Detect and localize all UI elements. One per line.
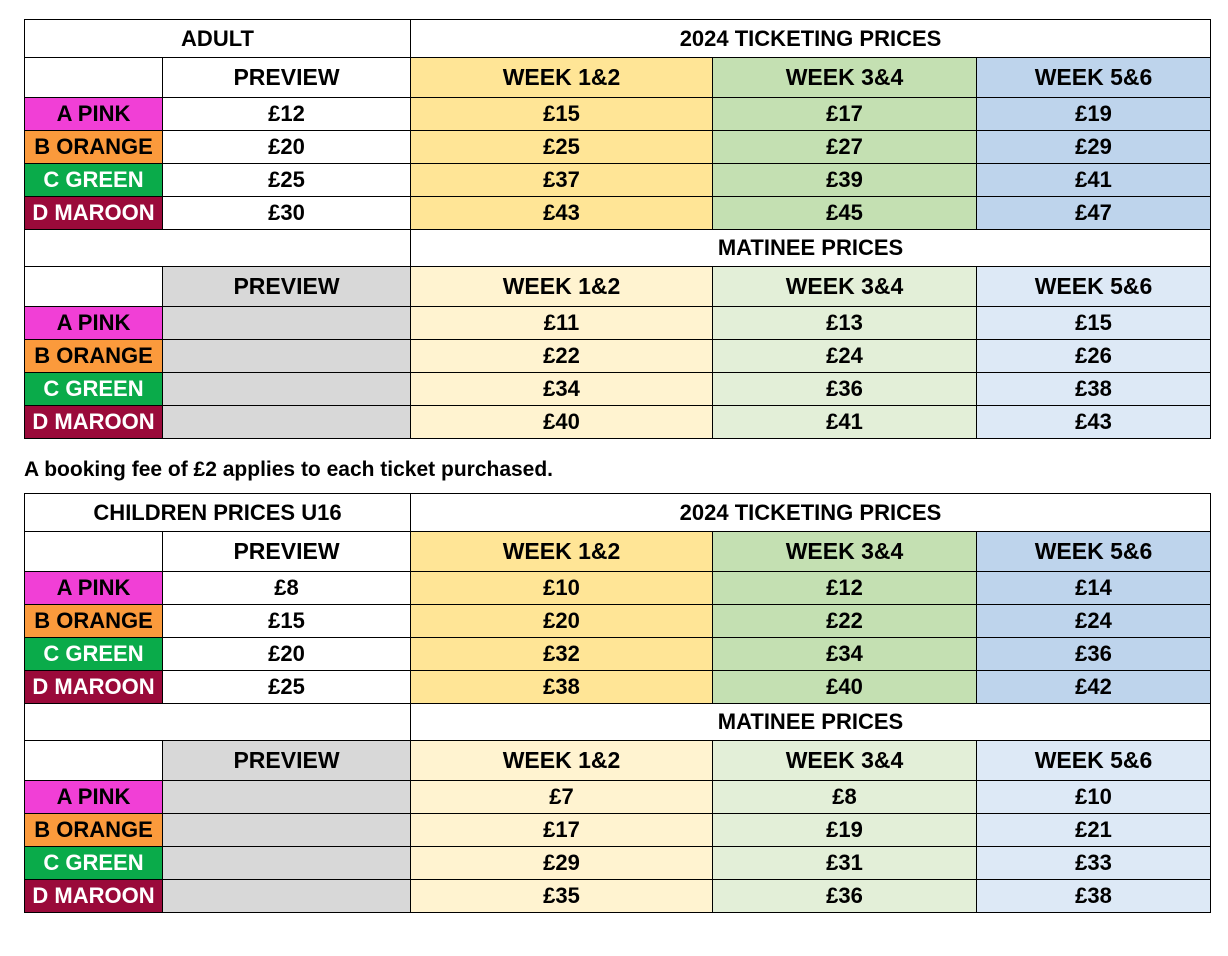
price-cell: £25 — [163, 671, 411, 704]
adult-matinee-title-row — [25, 230, 1211, 267]
empty-cell — [25, 704, 411, 741]
column-header-preview: PREVIEW — [163, 532, 411, 572]
price-cell: £22 — [411, 340, 713, 373]
column-header-week-3-4: WEEK 3&4 — [713, 58, 977, 98]
price-cell: £10 — [411, 572, 713, 605]
table-row — [25, 847, 1211, 880]
price-cell: £36 — [713, 880, 977, 913]
table-row — [25, 131, 1211, 164]
price-cell: £25 — [163, 164, 411, 197]
column-header-preview: PREVIEW — [163, 267, 411, 307]
table-row — [25, 98, 1211, 131]
price-cell: £43 — [411, 197, 713, 230]
price-cell: £19 — [713, 814, 977, 847]
zone-label: C GREEN — [25, 164, 163, 197]
price-cell: £26 — [977, 340, 1211, 373]
column-header-week-5-6: WEEK 5&6 — [977, 58, 1211, 98]
price-cell: £15 — [411, 98, 713, 131]
price-cell: £41 — [977, 164, 1211, 197]
empty-cell — [163, 406, 411, 439]
table-row — [25, 197, 1211, 230]
column-header-week-3-4: WEEK 3&4 — [713, 267, 977, 307]
column-header-week-1-2: WEEK 1&2 — [411, 532, 713, 572]
empty-cell — [25, 58, 163, 98]
price-cell: £32 — [411, 638, 713, 671]
price-cell: £34 — [713, 638, 977, 671]
children-title: CHILDREN PRICES U16 — [25, 494, 411, 532]
zone-label: B ORANGE — [25, 814, 163, 847]
adult-matinee-column-header-row — [25, 267, 1211, 307]
zone-label: B ORANGE — [25, 340, 163, 373]
price-cell: £21 — [977, 814, 1211, 847]
price-cell: £38 — [411, 671, 713, 704]
price-cell: £33 — [977, 847, 1211, 880]
children-ticketing-header: 2024 TICKETING PRICES — [411, 494, 1211, 532]
adult-ticketing-header: 2024 TICKETING PRICES — [411, 20, 1211, 58]
empty-cell — [163, 307, 411, 340]
table-row — [25, 164, 1211, 197]
price-cell: £43 — [977, 406, 1211, 439]
adult-title: ADULT — [25, 20, 411, 58]
price-cell: £38 — [977, 880, 1211, 913]
price-cell: £38 — [977, 373, 1211, 406]
price-cell: £34 — [411, 373, 713, 406]
zone-label: D MAROON — [25, 880, 163, 913]
price-cell: £22 — [713, 605, 977, 638]
table-row — [25, 406, 1211, 439]
price-cell: £27 — [713, 131, 977, 164]
zone-label: C GREEN — [25, 638, 163, 671]
table-row — [25, 572, 1211, 605]
zone-label: A PINK — [25, 572, 163, 605]
price-cell: £17 — [713, 98, 977, 131]
empty-cell — [163, 847, 411, 880]
price-cell: £24 — [713, 340, 977, 373]
price-cell: £40 — [713, 671, 977, 704]
price-cell: £7 — [411, 781, 713, 814]
column-header-week-3-4: WEEK 3&4 — [713, 532, 977, 572]
price-cell: £8 — [163, 572, 411, 605]
price-cell: £37 — [411, 164, 713, 197]
zone-label: A PINK — [25, 307, 163, 340]
price-cell: £25 — [411, 131, 713, 164]
children-column-header-row — [25, 532, 1211, 572]
adult-title-row — [25, 20, 1211, 58]
column-header-week-1-2: WEEK 1&2 — [411, 58, 713, 98]
booking-fee-note: A booking fee of £2 applies to each ticket purchased. — [24, 458, 554, 481]
children-matinee-column-header-row — [25, 741, 1211, 781]
table-row — [25, 671, 1211, 704]
table-row — [25, 814, 1211, 847]
adult-price-table — [24, 19, 1211, 439]
price-cell: £15 — [163, 605, 411, 638]
price-cell: £30 — [163, 197, 411, 230]
column-header-preview: PREVIEW — [163, 741, 411, 781]
zone-label: A PINK — [25, 781, 163, 814]
price-cell: £14 — [977, 572, 1211, 605]
price-cell: £20 — [163, 638, 411, 671]
price-cell: £29 — [411, 847, 713, 880]
price-cell: £35 — [411, 880, 713, 913]
table-row — [25, 605, 1211, 638]
zone-label: D MAROON — [25, 197, 163, 230]
price-cell: £19 — [977, 98, 1211, 131]
empty-cell — [163, 814, 411, 847]
price-cell: £36 — [713, 373, 977, 406]
empty-cell — [25, 267, 163, 307]
empty-cell — [163, 373, 411, 406]
table-row — [25, 340, 1211, 373]
column-header-preview: PREVIEW — [163, 58, 411, 98]
price-cell: £20 — [163, 131, 411, 164]
column-header-week-1-2: WEEK 1&2 — [411, 267, 713, 307]
price-cell: £15 — [977, 307, 1211, 340]
price-cell: £11 — [411, 307, 713, 340]
matinee-header: MATINEE PRICES — [411, 230, 1211, 267]
empty-cell — [25, 230, 411, 267]
price-cell: £12 — [713, 572, 977, 605]
price-cell: £20 — [411, 605, 713, 638]
children-matinee-title-row — [25, 704, 1211, 741]
price-cell: £41 — [713, 406, 977, 439]
column-header-week-1-2: WEEK 1&2 — [411, 741, 713, 781]
children-price-table — [24, 493, 1211, 913]
table-row — [25, 373, 1211, 406]
price-cell: £13 — [713, 307, 977, 340]
zone-label: D MAROON — [25, 406, 163, 439]
price-cell: £12 — [163, 98, 411, 131]
price-cell: £8 — [713, 781, 977, 814]
table-row — [25, 880, 1211, 913]
price-cell: £42 — [977, 671, 1211, 704]
zone-label: A PINK — [25, 98, 163, 131]
price-cell: £47 — [977, 197, 1211, 230]
price-cell: £36 — [977, 638, 1211, 671]
price-cell: £31 — [713, 847, 977, 880]
price-cell: £45 — [713, 197, 977, 230]
zone-label: B ORANGE — [25, 605, 163, 638]
zone-label: B ORANGE — [25, 131, 163, 164]
empty-cell — [163, 880, 411, 913]
zone-label: D MAROON — [25, 671, 163, 704]
column-header-week-5-6: WEEK 5&6 — [977, 741, 1211, 781]
empty-cell — [25, 532, 163, 572]
children-title-row — [25, 494, 1211, 532]
price-cell: £17 — [411, 814, 713, 847]
column-header-week-5-6: WEEK 5&6 — [977, 267, 1211, 307]
price-cell: £40 — [411, 406, 713, 439]
price-cell: £29 — [977, 131, 1211, 164]
empty-cell — [163, 781, 411, 814]
empty-cell — [25, 741, 163, 781]
price-cell: £39 — [713, 164, 977, 197]
table-row — [25, 781, 1211, 814]
adult-column-header-row — [25, 58, 1211, 98]
matinee-header: MATINEE PRICES — [411, 704, 1211, 741]
column-header-week-5-6: WEEK 5&6 — [977, 532, 1211, 572]
zone-label: C GREEN — [25, 373, 163, 406]
table-row — [25, 638, 1211, 671]
zone-label: C GREEN — [25, 847, 163, 880]
empty-cell — [163, 340, 411, 373]
column-header-week-3-4: WEEK 3&4 — [713, 741, 977, 781]
table-row — [25, 307, 1211, 340]
price-cell: £24 — [977, 605, 1211, 638]
price-cell: £10 — [977, 781, 1211, 814]
